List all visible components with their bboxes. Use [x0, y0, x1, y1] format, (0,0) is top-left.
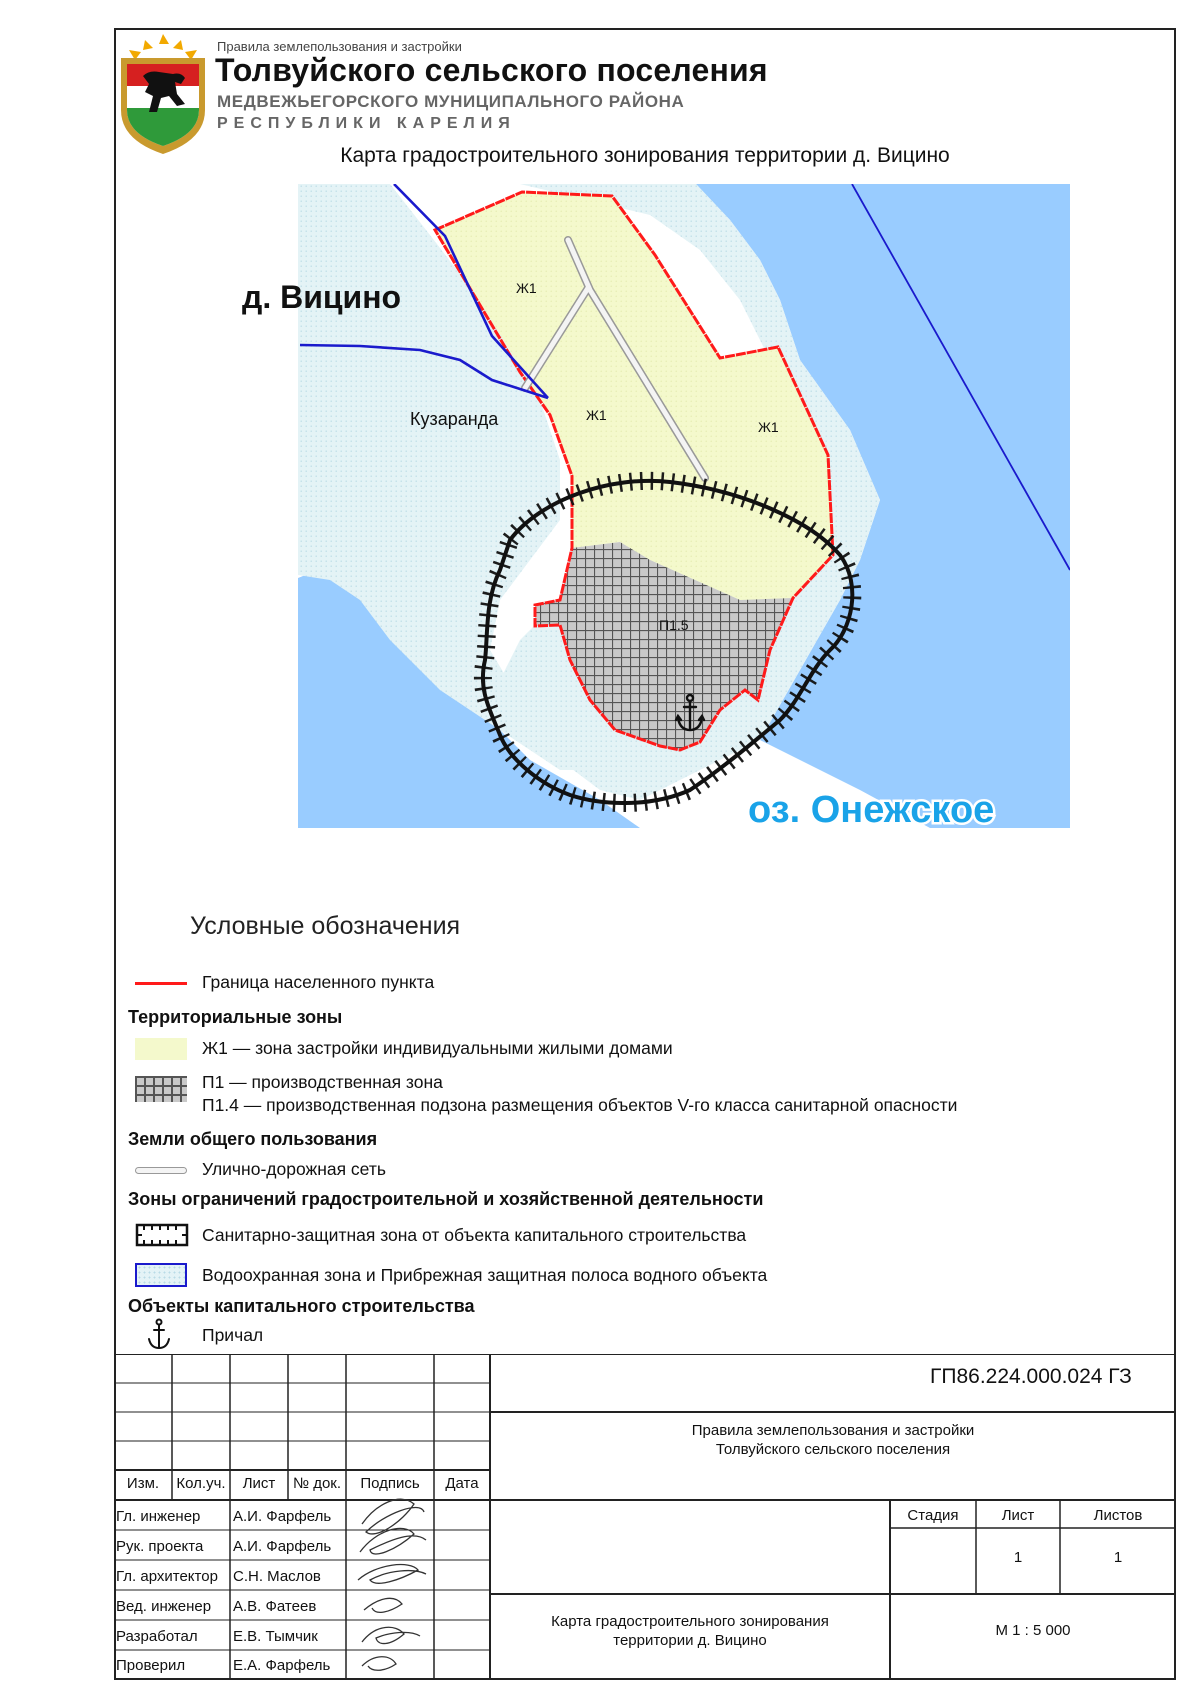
legend-zh1-label: Ж1 — зона застройки индивидуальными жилыми домами [202, 1038, 673, 1058]
area-label: Кузаранда [410, 409, 499, 429]
name-5: Е.В. Тымчик [233, 1628, 318, 1645]
role-1: Гл. инженер [116, 1508, 201, 1525]
role-2: Рук. проекта [116, 1538, 204, 1555]
name-3: С.Н. Маслов [233, 1568, 321, 1585]
col-header-sign: Подпись [360, 1475, 420, 1492]
legend-section-zones: Территориальные зоны [128, 1007, 343, 1027]
project-line-2: Толвуйского сельского поселения [715, 1441, 951, 1458]
sheet-value: 1 [1013, 1549, 1023, 1566]
sanitary-swatch [135, 1223, 189, 1247]
legend-water-label: Водоохранная зона и Прибрежная защитная полоса водного объекта [202, 1265, 768, 1285]
role-5: Разработал [116, 1628, 198, 1645]
doc-code: ГП86.224.000.024 ГЗ [930, 1365, 1132, 1388]
role-4: Вед. инженер [116, 1598, 212, 1615]
scale: М 1 : 5 000 [995, 1622, 1071, 1639]
legend-section-restrictions: Зоны ограничений градостроительной и хозяйственной деятельности [128, 1189, 764, 1209]
name-2: А.И. Фарфель [233, 1538, 332, 1555]
legend-title: Условные обозначения [190, 912, 461, 940]
road-swatch [135, 1167, 187, 1174]
header-subtitle: Правила землепользования и застройки [217, 39, 462, 54]
signatures [358, 1499, 426, 1670]
legend-section-objects: Объекты капитального строительства [128, 1296, 475, 1316]
zone-label-zh1-a: Ж1 [516, 280, 537, 296]
role-3: Гл. архитектор [116, 1568, 218, 1585]
legend-pier-label: Причал [202, 1325, 264, 1345]
legend-p1-label: П1 — производственная зона [202, 1072, 443, 1092]
map-title: Карта градостроительного зонирования территории д. Вицино [340, 144, 950, 167]
legend-boundary-label: Граница населенного пункта [202, 972, 435, 992]
col-header-kol: Кол.уч. [176, 1475, 226, 1492]
name-4: А.В. Фатеев [233, 1598, 317, 1615]
col-header-list: Лист [242, 1475, 276, 1492]
role-6: Проверил [116, 1657, 186, 1674]
boundary-swatch [135, 982, 187, 985]
col-header-doc: № док. [292, 1475, 342, 1492]
sheets-header: Листов [1093, 1507, 1143, 1524]
zone-label-p15: П1.5 [659, 617, 689, 633]
legend-road-label: Улично-дорожная сеть [202, 1159, 386, 1179]
col-header-date: Дата [445, 1475, 479, 1492]
legend-p14-label: П1.4 — производственная подзона размещения объектов V-го класса санитарной опасности [202, 1095, 958, 1115]
name-1: А.И. Фарфель [233, 1508, 332, 1525]
drawing-title-1: Карта градостроительного зонирования [551, 1613, 829, 1630]
legend-sanitary-label: Санитарно-защитная зона от объекта капитального строительства [202, 1225, 747, 1245]
village-label: д. Вицино [242, 279, 402, 315]
anchor-icon [146, 1318, 172, 1350]
p1-swatch [135, 1076, 187, 1102]
water-zone-swatch [135, 1263, 187, 1287]
stage-header: Стадия [907, 1507, 959, 1524]
project-line-1: Правила землепользования и застройки [691, 1422, 975, 1439]
zone-label-zh1-b: Ж1 [586, 407, 607, 423]
header-title: Толвуйского сельского поселения [215, 52, 768, 88]
sheets-value: 1 [1113, 1549, 1123, 1566]
legend-section-common: Земли общего пользования [128, 1129, 378, 1149]
drawing-title-2: территории д. Вицино [613, 1632, 767, 1649]
header-republic: РЕСПУБЛИКИ КАРЕЛИЯ [217, 115, 516, 132]
name-6: Е.А. Фарфель [233, 1657, 331, 1674]
zh1-swatch [135, 1038, 187, 1060]
zone-label-zh1-c: Ж1 [758, 419, 779, 435]
col-header-izm: Изм. [126, 1475, 160, 1492]
lake-label: оз. Онежское [748, 789, 995, 831]
header-district: МЕДВЕЖЬЕГОРСКОГО МУНИЦИПАЛЬНОГО РАЙОНА [217, 92, 685, 111]
sheet-header: Лист [1001, 1507, 1035, 1524]
